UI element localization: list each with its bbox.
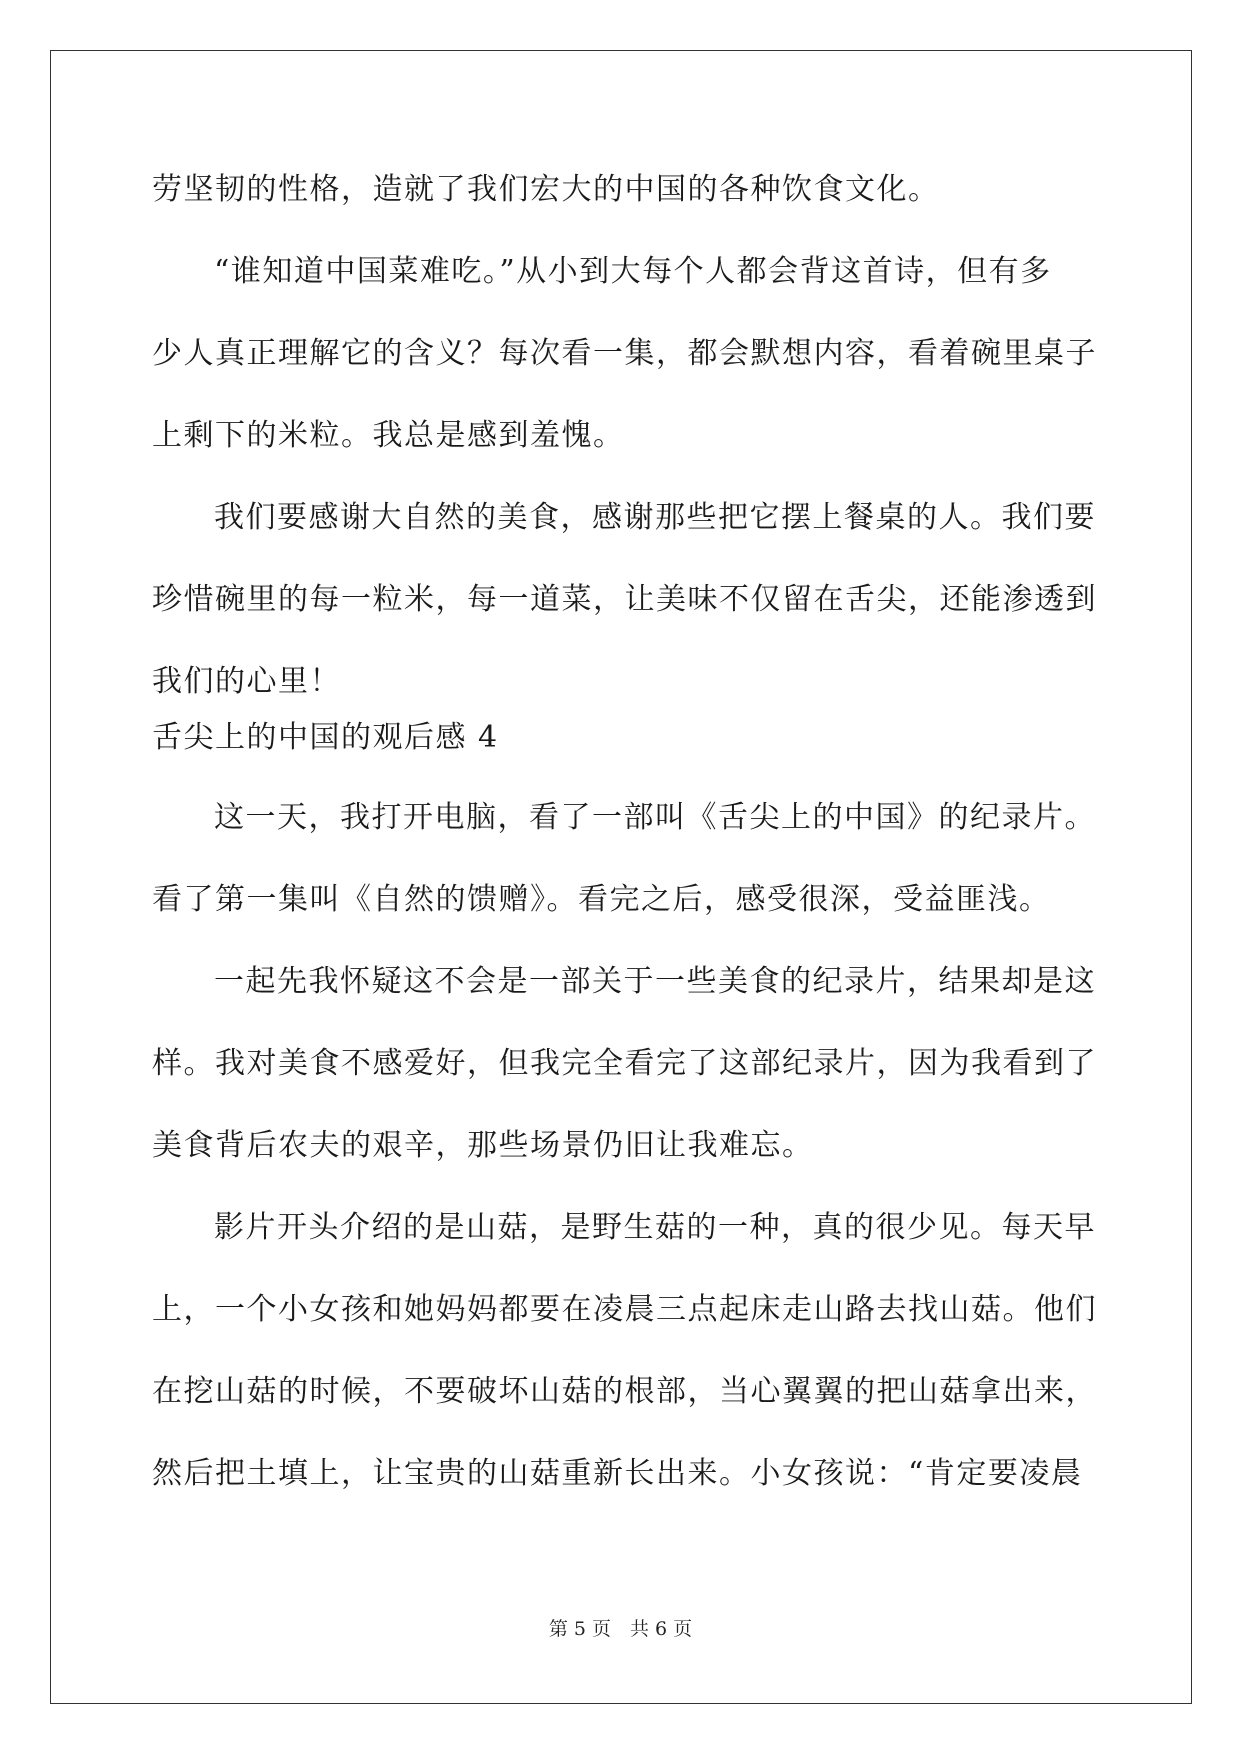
document-body bbox=[152, 160, 1097, 1526]
paragraph-start-line: 我们要感谢大自然的美食，感谢那些把它摆上餐桌的人。我们要 bbox=[214, 500, 1096, 535]
paragraph-start-line: 一起先我怀疑这不会是一部关于一些美食的纪录片，结果却是这 bbox=[214, 964, 1096, 999]
text-line: 然后把土填上，让宝贵的山菇重新长出来。小女孩说：“肯定要凌晨 bbox=[152, 1456, 1083, 1491]
text-line: 看了第一集叫《自然的馈赠》。看完之后，感受很深，受益匪浅。 bbox=[152, 882, 1051, 917]
text-line: 样。我对美食不感爱好，但我完全看完了这部纪录片，因为我看到了 bbox=[152, 1046, 1097, 1081]
page-number-footer: 第 5 页 共 6 页 bbox=[548, 1618, 693, 1640]
paragraph-start-line: 影片开头介绍的是山菇，是野生菇的一种，真的很少见。每天早 bbox=[214, 1210, 1096, 1245]
text-line: 在挖山菇的时候，不要破坏山菇的根部，当心翼翼的把山菇拿出来， bbox=[152, 1374, 1097, 1409]
text-line: 美食背后农夫的艰辛，那些场景仍旧让我难忘。 bbox=[152, 1128, 814, 1163]
text-line: 上，一个小女孩和她妈妈都要在凌晨三点起床走山路去找山菇。他们 bbox=[152, 1292, 1097, 1327]
text-line: 劳坚韧的性格，造就了我们宏大的中国的各种饮食文化。 bbox=[152, 172, 940, 207]
text-line: 珍惜碗里的每一粒米，每一道菜，让美味不仅留在舌尖，还能渗透到 bbox=[152, 582, 1097, 617]
paragraph-start-line: 这一天，我打开电脑，看了一部叫《舌尖上的中国》的纪录片。 bbox=[214, 800, 1096, 835]
paragraph-start-line: “谁知道中国菜难吃。”从小到大每个人都会背这首诗，但有多 bbox=[214, 254, 1052, 289]
section-heading: 舌尖上的中国的观后感 4 bbox=[152, 720, 499, 755]
text-line: 上剩下的米粒。我总是感到羞愧。 bbox=[152, 418, 625, 453]
text-line: 我们的心里！ bbox=[152, 664, 341, 699]
text-line: 少人真正理解它的含义？每次看一集，都会默想内容，看着碗里桌子 bbox=[152, 336, 1097, 371]
